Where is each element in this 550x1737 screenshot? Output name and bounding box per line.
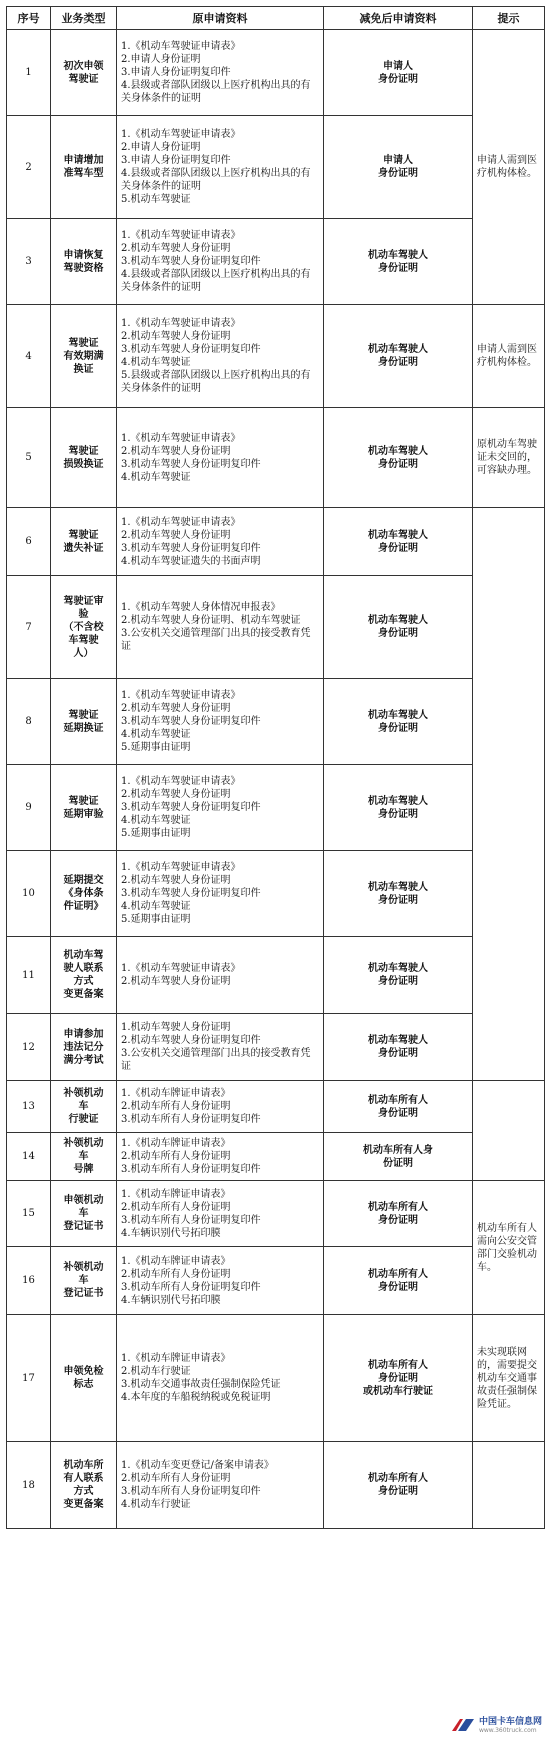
row-number: 8 — [7, 679, 51, 765]
table-row — [7, 1181, 545, 1247]
original-materials — [117, 1133, 324, 1181]
material-item: 1.《机动车驾驶证申请表》 — [121, 230, 241, 241]
business-type: 申领机动 车 登记证书 — [51, 1181, 117, 1247]
material-item: 2.机动车所有人身份证明 — [121, 1151, 231, 1162]
row-number: 1 — [7, 30, 51, 116]
table-row — [7, 1442, 545, 1529]
business-type: 驾驶证 遗失补证 — [51, 508, 117, 576]
material-item: 3.机动车交通事故责任强制保险凭证 — [121, 1379, 281, 1390]
material-item: 1.《机动车驾驶证申请表》 — [121, 862, 241, 873]
header-type: 业务类型 — [51, 7, 117, 30]
original-materials — [117, 1315, 324, 1442]
material-item: 3.机动车驾驶人身份证明复印件 — [121, 716, 261, 727]
material-item: 2.机动车所有人身份证明 — [121, 1101, 231, 1112]
material-item: 1.《机动车牌证申请表》 — [121, 1353, 231, 1364]
business-type: 申领免检 标志 — [51, 1315, 117, 1442]
original-materials — [117, 1014, 324, 1081]
material-item: 2.机动车驾驶人身份证明 — [121, 529, 231, 541]
original-materials — [117, 1181, 324, 1247]
reduced-materials: 机动车所有人身 份证明 — [324, 1133, 473, 1181]
original-materials — [117, 1442, 324, 1529]
business-type: 申请恢复 驾驶资格 — [51, 219, 117, 305]
row-number: 16 — [7, 1247, 51, 1315]
row-number: 11 — [7, 937, 51, 1014]
reduced-materials: 机动车所有人 身份证明 — [324, 1442, 473, 1529]
reduced-materials: 机动车所有人 身份证明 或机动车行驶证 — [324, 1315, 473, 1442]
tip-cell — [473, 508, 545, 1081]
table-row — [7, 1133, 545, 1181]
original-materials — [117, 408, 324, 508]
material-item: 1.《机动车驾驶证申请表》 — [121, 516, 241, 528]
material-item: 4.本年度的车船税纳税或免税证明 — [121, 1392, 271, 1403]
material-item: 1.《机动车驾驶证申请表》 — [121, 963, 241, 974]
reduced-materials: 机动车驾驶人 身份证明 — [324, 219, 473, 305]
material-item: 2.机动车驾驶人身份证明 — [121, 703, 231, 714]
material-item: 3.机动车所有人身份证明复印件 — [121, 1164, 261, 1175]
material-item: 5.机动车驾驶证 — [121, 194, 191, 205]
material-item: 4.机动车驾驶证 — [121, 901, 191, 912]
business-type: 驾驶证 延期审验 — [51, 765, 117, 851]
header-no: 序号 — [7, 7, 51, 30]
business-type: 机动车所 有人联系 方式 变更备案 — [51, 1442, 117, 1529]
material-item: 4.机动车行驶证 — [121, 1499, 191, 1510]
tip-cell: 申请人需到医疗机构体检。 — [473, 30, 545, 305]
tip-cell: 机动车所有人需向公安交管部门交验机动车。 — [473, 1181, 545, 1315]
material-item: 1.《机动车驾驶人身体情况申报表》 — [121, 602, 281, 613]
material-item: 2.机动车驾驶人身份证明 — [121, 789, 231, 800]
material-item: 3.机动车所有人身份证明复印件 — [121, 1114, 261, 1125]
table-row — [7, 305, 545, 408]
original-materials — [117, 1081, 324, 1133]
material-item: 5.延期事由证明 — [121, 828, 191, 839]
material-item: 4.县级或者部队团级以上医疗机构出具的有关身体条件的证明 — [121, 168, 311, 192]
material-item: 5.县级或者部队团级以上医疗机构出具的有关身体条件的证明 — [121, 370, 311, 394]
material-item: 4.机动车驾驶证 — [121, 815, 191, 826]
table-row — [7, 576, 545, 679]
reduced-materials: 机动车驾驶人 身份证明 — [324, 1014, 473, 1081]
material-item: 2.机动车驾驶人身份证明、机动车驾驶证 — [121, 615, 301, 626]
watermark-url: www.360truck.com — [478, 1727, 537, 1734]
material-item: 3.机动车驾驶人身份证明复印件 — [121, 458, 261, 470]
business-type: 申请增加 准驾车型 — [51, 116, 117, 219]
business-type: 驾驶证审 验 （不含校 车驾驶 人） — [51, 576, 117, 679]
business-type: 机动车驾 驶人联系 方式 变更备案 — [51, 937, 117, 1014]
material-item: 3.机动车驾驶人身份证明复印件 — [121, 802, 261, 813]
business-type: 驾驶证 延期换证 — [51, 679, 117, 765]
tip-cell — [473, 1081, 545, 1181]
material-item: 1.《机动车驾驶证申请表》 — [121, 129, 241, 140]
row-number: 5 — [7, 408, 51, 508]
material-item: 4.机动车驾驶证 — [121, 471, 191, 483]
material-item: 4.机动车驾驶证遗失的书面声明 — [121, 555, 261, 567]
header-row — [7, 7, 545, 30]
material-item: 3.公安机关交通管理部门出具的接受教育凭证 — [121, 628, 311, 652]
table-row — [7, 765, 545, 851]
business-type: 驾驶证 有效期满 换证 — [51, 305, 117, 408]
material-item: 1.《机动车驾驶证申请表》 — [121, 776, 241, 787]
material-item: 1.《机动车牌证申请表》 — [121, 1255, 231, 1267]
business-type: 驾驶证 损毁换证 — [51, 408, 117, 508]
requirements-table — [6, 6, 545, 1529]
reduced-materials: 申请人 身份证明 — [324, 116, 473, 219]
material-item: 2.机动车驾驶人身份证明复印件 — [121, 1035, 261, 1046]
table-row — [7, 1081, 545, 1133]
tip-cell: 未实现联网的，需要提交机动车交通事故责任强制保险凭证。 — [473, 1315, 545, 1442]
material-item: 1.《机动车变更登记/备案申请表》 — [121, 1460, 274, 1471]
row-number: 12 — [7, 1014, 51, 1081]
material-item: 1.《机动车牌证申请表》 — [121, 1138, 231, 1149]
material-item: 4.县级或者部队团级以上医疗机构出具的有关身体条件的证明 — [121, 80, 311, 104]
material-item: 2.机动车所有人身份证明 — [121, 1473, 231, 1484]
reduced-materials: 机动车所有人 身份证明 — [324, 1181, 473, 1247]
business-type: 补领机动 车 行驶证 — [51, 1081, 117, 1133]
material-item: 5.延期事由证明 — [121, 742, 191, 753]
original-materials — [117, 1247, 324, 1315]
original-materials — [117, 937, 324, 1014]
table-row — [7, 408, 545, 508]
row-number: 3 — [7, 219, 51, 305]
material-item: 4.县级或者部队团级以上医疗机构出具的有关身体条件的证明 — [121, 269, 311, 293]
table-row — [7, 937, 545, 1014]
material-item: 2.机动车驾驶人身份证明 — [121, 976, 231, 987]
original-materials — [117, 305, 324, 408]
original-materials — [117, 679, 324, 765]
material-item: 1.《机动车驾驶证申请表》 — [121, 318, 241, 329]
material-item: 3.申请人身份证明复印件 — [121, 67, 231, 78]
material-item: 2.机动车驾驶人身份证明 — [121, 331, 231, 342]
table-row — [7, 1315, 545, 1442]
tip-cell: 申请人需到医疗机构体检。 — [473, 305, 545, 408]
material-item: 3.机动车驾驶人身份证明复印件 — [121, 888, 261, 899]
material-item: 3.机动车驾驶人身份证明复印件 — [121, 256, 261, 267]
original-materials — [117, 116, 324, 219]
table-row — [7, 116, 545, 219]
material-item: 2.机动车所有人身份证明 — [121, 1201, 231, 1213]
material-item: 4.机动车驾驶证 — [121, 357, 191, 368]
header-original: 原申请资料 — [117, 7, 324, 30]
row-number: 2 — [7, 116, 51, 219]
business-type: 初次申领 驾驶证 — [51, 30, 117, 116]
truck-logo-icon — [450, 1716, 476, 1734]
reduced-materials: 机动车驾驶人 身份证明 — [324, 305, 473, 408]
table-row — [7, 1014, 545, 1081]
business-type: 补领机动 车 号牌 — [51, 1133, 117, 1181]
material-item: 3.机动车所有人身份证明复印件 — [121, 1486, 261, 1497]
material-item: 3.机动车驾驶人身份证明复印件 — [121, 542, 261, 554]
business-type: 申请参加 违法记分 满分考试 — [51, 1014, 117, 1081]
table-row — [7, 508, 545, 576]
original-materials — [117, 219, 324, 305]
reduced-materials: 机动车驾驶人 身份证明 — [324, 576, 473, 679]
material-item: 3.机动车驾驶人身份证明复印件 — [121, 344, 261, 355]
business-type: 补领机动 车 登记证书 — [51, 1247, 117, 1315]
reduced-materials: 机动车所有人 身份证明 — [324, 1081, 473, 1133]
material-item: 4.机动车驾驶证 — [121, 729, 191, 740]
table-row — [7, 851, 545, 937]
reduced-materials: 机动车驾驶人 身份证明 — [324, 408, 473, 508]
reduced-materials: 机动车驾驶人 身份证明 — [324, 937, 473, 1014]
row-number: 9 — [7, 765, 51, 851]
material-item: 3.申请人身份证明复印件 — [121, 155, 231, 166]
material-item: 2.申请人身份证明 — [121, 142, 201, 153]
original-materials — [117, 508, 324, 576]
row-number: 10 — [7, 851, 51, 937]
material-item: 5.延期事由证明 — [121, 914, 191, 925]
material-item: 2.机动车所有人身份证明 — [121, 1268, 231, 1280]
watermark-brand: 中国卡车信息网 — [478, 1717, 542, 1727]
reduced-materials: 机动车驾驶人 身份证明 — [324, 679, 473, 765]
row-number: 14 — [7, 1133, 51, 1181]
watermark — [450, 1714, 542, 1734]
material-item: 1.《机动车驾驶证申请表》 — [121, 432, 241, 444]
material-item: 2.申请人身份证明 — [121, 54, 201, 65]
material-item: 1.《机动车牌证申请表》 — [121, 1188, 231, 1200]
business-type: 延期提交 《身体条 件证明》 — [51, 851, 117, 937]
reduced-materials: 机动车所有人 身份证明 — [324, 1247, 473, 1315]
row-number: 13 — [7, 1081, 51, 1133]
material-item: 2.机动车驾驶人身份证明 — [121, 875, 231, 886]
reduced-materials: 机动车驾驶人 身份证明 — [324, 765, 473, 851]
material-item: 4.车辆识别代号拓印膜 — [121, 1294, 221, 1306]
header-tip: 提示 — [473, 7, 545, 30]
original-materials — [117, 30, 324, 116]
material-item: 1.《机动车牌证申请表》 — [121, 1088, 231, 1099]
original-materials — [117, 851, 324, 937]
material-item: 1.《机动车驾驶证申请表》 — [121, 690, 241, 701]
row-number: 7 — [7, 576, 51, 679]
tip-cell: 原机动车驾驶证未交回的，可容缺办理。 — [473, 408, 545, 508]
material-item: 1.机动车驾驶人身份证明 — [121, 1022, 231, 1033]
row-number: 17 — [7, 1315, 51, 1442]
material-item: 3.机动车所有人身份证明复印件 — [121, 1281, 261, 1293]
table-row — [7, 679, 545, 765]
table-row — [7, 219, 545, 305]
material-item: 2.机动车驾驶人身份证明 — [121, 445, 231, 457]
table-row — [7, 1247, 545, 1315]
material-item: 2.机动车行驶证 — [121, 1366, 191, 1377]
material-item: 3.公安机关交通管理部门出具的接受教育凭证 — [121, 1048, 311, 1072]
reduced-materials: 机动车驾驶人 身份证明 — [324, 851, 473, 937]
header-reduced: 减免后申请资料 — [324, 7, 473, 30]
material-item: 1.《机动车驾驶证申请表》 — [121, 41, 241, 52]
row-number: 6 — [7, 508, 51, 576]
row-number: 4 — [7, 305, 51, 408]
row-number: 18 — [7, 1442, 51, 1529]
original-materials — [117, 576, 324, 679]
material-item: 2.机动车驾驶人身份证明 — [121, 243, 231, 254]
reduced-materials: 申请人 身份证明 — [324, 30, 473, 116]
row-number: 15 — [7, 1181, 51, 1247]
reduced-materials: 机动车驾驶人 身份证明 — [324, 508, 473, 576]
original-materials — [117, 765, 324, 851]
material-item: 3.机动车所有人身份证明复印件 — [121, 1214, 261, 1226]
material-item: 4.车辆识别代号拓印膜 — [121, 1227, 221, 1239]
tip-cell — [473, 1442, 545, 1529]
table-row — [7, 30, 545, 116]
